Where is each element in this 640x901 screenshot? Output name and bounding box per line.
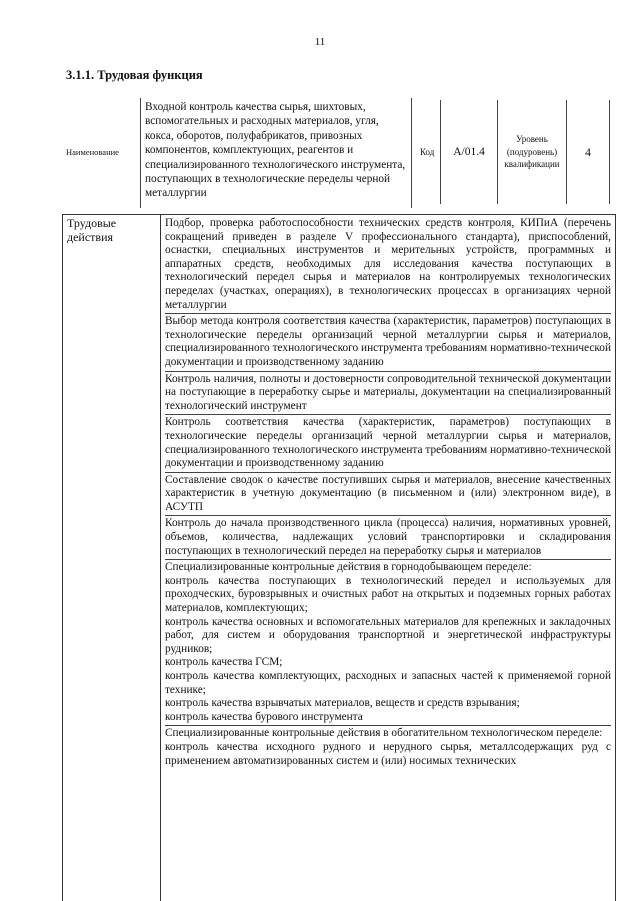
section-title: 3.1.1. Трудовая функция [66, 68, 203, 82]
code-value: А/01.4 [440, 100, 498, 204]
code-label: Код [420, 147, 435, 157]
mining-subaction: контроль качества взрывчатых материалов, веществ и средств взрывания; [165, 697, 520, 710]
function-name: Входной контроль качества сырья, шихтовых, вспомогательных и расходных материалов, угля, кокса, оборотов, полуфабрикатов, привозных компонентов, комплектующих, реагентов и специализированного технологического инструмента, поступающих в технологические переделы черной металлургии [140, 98, 412, 208]
enrichment-subaction: контроль качества исходного рудного и нерудного сырья, металлсодержащих руд с применением автоматизированных систем и (или) носимых технических [165, 740, 611, 767]
name-label: Наименование [66, 147, 119, 157]
enrichment-heading: Специализированные контрольные действия в обогатительном технологическом переделе: [165, 727, 603, 740]
labor-action: Составление сводок о качестве поступивших сырья и материалов, внесение качественных характеристик в учетную документацию (в письменном и (или) электронном виде), в АСУТП [165, 473, 611, 517]
page-number: 11 [314, 36, 326, 48]
labor-actions-label: Трудовые действия [67, 216, 117, 244]
mining-subaction: контроль качества ГСМ; [165, 656, 283, 669]
labor-action: Контроль до начала производственного цикла (процесса) наличия, нормативных уровней, объемов, количества, надлежащих условий транспортировки и складирования поступающих в технологический передел на переработку сырья и материалов [165, 516, 611, 560]
mining-subaction: контроль качества поступающих в технологический передел и используемых для проходческих, буровзрывных и очистных работ на открытых и подземных горных работах материалов, комплектующих; [165, 574, 611, 615]
mining-subaction: контроль качества комплектующих, расходных и запасных частей к применяемой горной технике; [165, 670, 611, 696]
labor-action-mining [165, 560, 611, 726]
labor-action: Подбор, проверка работоспособности технических средств контроля, КИПиА (перечень сокращений приведен в разделе V профессионального стандарта), приспособлений, оснастки, специальных инструментов и мерительных устройств, программных и аппаратных средств, необходимых для исследования качества поступающих в технологический передел сырья и материалов на контролируемых технологических переделах (участках, операциях), в технологических процессах в организациях черной металлургии [165, 216, 611, 314]
labor-action: Выбор метода контроля соответствия качества (характеристик, параметров) поступающих в технологические переделы организаций черной металлургии сырья и материалов, специализированного технологического инструмента требованиям нормативно-технической документации и производственному заданию [165, 314, 611, 371]
labor-action: Контроль наличия, полноты и достоверности сопроводительной технической документации на поступающие в переработку сырье и материалы, документации на специализированный технологический инструмент [165, 372, 611, 416]
labor-action-enrichment [165, 726, 611, 769]
mining-subaction: контроль качества основных и вспомогательных материалов для крепежных и закладочных работ, для систем и оборудования транспортной и энергетической инфраструктуры рудников; [165, 615, 611, 655]
mining-subaction: контроль качества бурового инструмента [165, 710, 363, 723]
table-column-divider [160, 214, 161, 901]
qualification-level-label: Уровень (подуровень) квалификации [504, 134, 560, 169]
qualification-level-value: 4 [566, 100, 610, 204]
mining-heading: Специализированные контрольные действия в горнодобывающем переделе: [165, 561, 532, 574]
labor-action: Контроль соответствия качества (характеристик, параметров) поступающих в технологические переделы организаций черной металлургии сырья и материалов, специализированного технологического инструмента требованиям нормативно-технической документации и производственному заданию [165, 415, 611, 472]
labor-actions-list [165, 216, 611, 769]
